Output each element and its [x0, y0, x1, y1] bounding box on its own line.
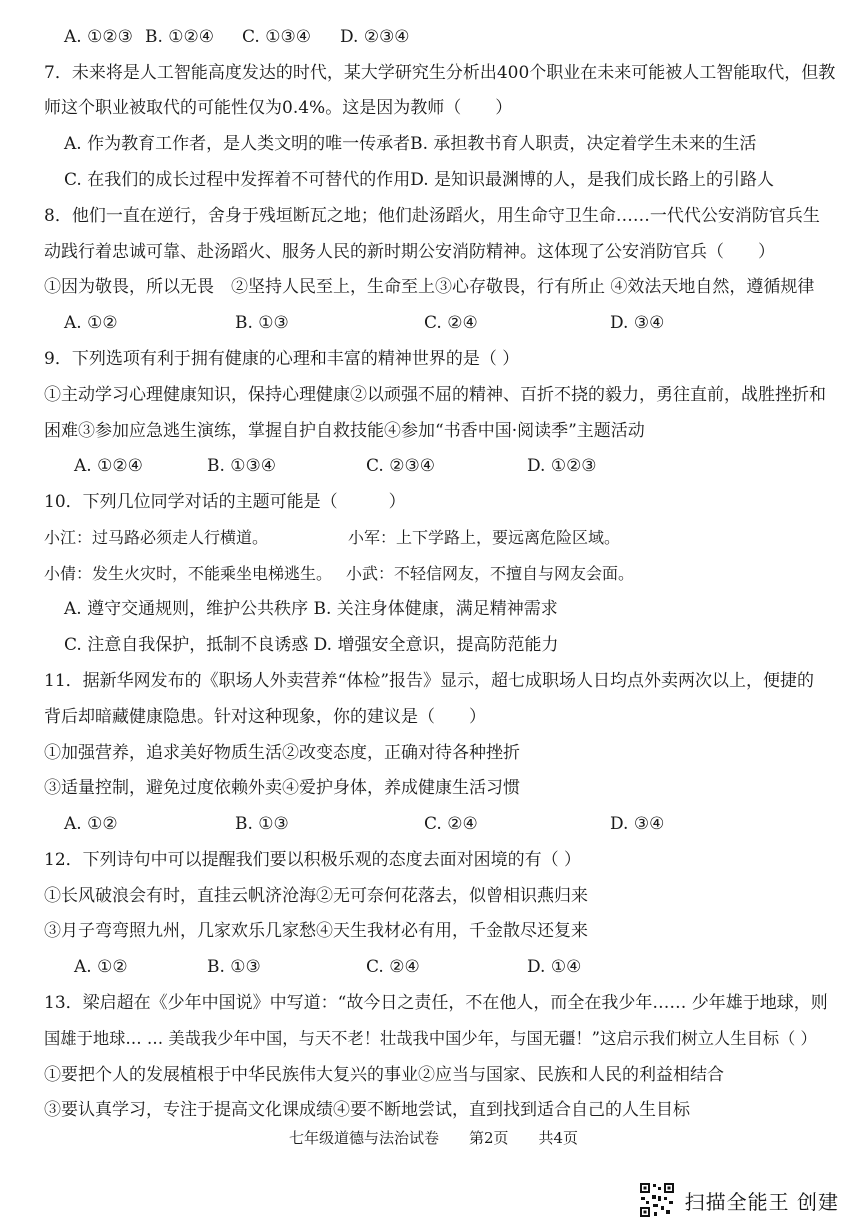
- option-d: D. ①②③: [527, 456, 597, 476]
- option-b: B. ①③④: [207, 456, 277, 476]
- q9-items-2: 困难③参加应急逃生演练，掌握自护自救技能④参加“书香中国·阅读季”主题活动: [44, 421, 645, 441]
- option-b: B. ①③: [235, 313, 289, 333]
- q10-option-line-1: A. 遵守交通规则，维护公共秩序 B. 关注身体健康，满足精神需求: [64, 599, 558, 619]
- option-c: C. ②④: [366, 957, 420, 977]
- option-c: C. ②④: [424, 313, 478, 333]
- option-c: C. ①③④: [242, 27, 311, 47]
- q13-stem-1: 13．梁启超在《少年中国说》中写道：“故今日之责任，不在他人，而全在我少年…… 少年雄于地球，则: [44, 993, 828, 1013]
- q7-option-line-2: C. 在我们的成长过程中发挥着不可替代的作用D. 是知识最渊博的人，是我们成长路上的引路人: [64, 170, 775, 190]
- q10-dialog-2-left: 小倩：发生火灾时，不能乘坐电梯逃生。: [44, 564, 333, 583]
- option-b: B. ①③: [235, 814, 289, 834]
- page-footer: 七年级道德与法治试卷 第2页 共4页: [288, 1129, 579, 1147]
- q11-items-1: ①加强营养，追求美好物质生活②改变态度，正确对待各种挫折: [44, 743, 520, 763]
- q8-stem-2: 动践行着忠诚可靠、赴汤蹈火、服务人民的新时期公安消防精神。这体现了公安消防官兵（ ）: [44, 242, 775, 262]
- q10-dialog-1-left: 小江：过马路必须走人行横道。: [44, 528, 269, 547]
- q7-stem-1: 7．未来将是人工智能高度发达的时代，某大学研究生分析出400个职业在未来可能被人工智能取代，但教: [44, 63, 836, 83]
- q7-stem-2: 师这个职业被取代的可能性仅为0.4%。这是因为教师（ ）: [44, 98, 513, 118]
- q11-items-2: ③适量控制，避免过度依赖外卖④爱护身体，养成健康生活习惯: [44, 778, 520, 798]
- q12-items-2: ③月子弯弯照九州，几家欢乐几家愁④天生我材必有用，千金散尽还复来: [44, 921, 588, 941]
- q10-stem: 10．下列几位同学对话的主题可能是（ ）: [44, 492, 406, 512]
- qr-code-icon: [639, 1182, 675, 1218]
- option-a: A. ①②④: [74, 456, 143, 476]
- q13-items-1: ①要把个人的发展植根于中华民族伟大复兴的事业②应当与国家、民族和人民的利益相结合: [44, 1065, 724, 1085]
- option-a: A. ①②: [64, 814, 118, 834]
- scanner-watermark: [639, 1182, 839, 1218]
- option-a: A. ①②: [64, 313, 118, 333]
- option-a: A. ①②: [74, 957, 128, 977]
- q11-stem-1: 11．据新华网发布的《职场人外卖营养“体检”报告》显示，超七成职场人日均点外卖两次以上，便捷的: [44, 671, 815, 691]
- q13-items-2: ③要认真学习，专注于提高文化课成绩④要不断地尝试，直到找到适合自己的人生目标: [44, 1100, 690, 1120]
- option-d: D. ①④: [527, 957, 582, 977]
- option-d: D. ③④: [610, 313, 665, 333]
- option-b: B. ①②④: [145, 27, 215, 47]
- q12-items-1: ①长风破浪会有时，直挂云帆济沧海②无可奈何花落去，似曾相识燕归来: [44, 886, 588, 906]
- q9-stem: 9．下列选项有利于拥有健康的心理和丰富的精神世界的是（ ）: [44, 349, 520, 369]
- scanner-brand-text: 扫描全能王 创建: [684, 1189, 839, 1214]
- q13-stem-2: 国雄于地球… … 美哉我少年中国，与天不老！壮哉我中国少年，与国无疆！”这启示我们树立人生目标（ ）: [44, 1029, 817, 1048]
- option-d: D. ③④: [610, 814, 665, 834]
- q8-items: ①因为敬畏，所以无畏 ②坚持人民至上，生命至上③心存敬畏，行有所止 ④效法天地自然，遵循规律: [44, 277, 815, 297]
- q11-stem-2: 背后却暗藏健康隐患。针对这种现象，你的建议是（ ）: [44, 707, 486, 727]
- option-d: D. ②③④: [340, 27, 410, 47]
- q10-option-line-2: C. 注意自我保护，抵制不良诱惑 D. 增强安全意识，提高防范能力: [64, 635, 559, 655]
- option-c: C. ②③④: [366, 456, 435, 476]
- q10-dialog-2-right: 小武：不轻信网友，不擅自与网友会面。: [346, 564, 635, 583]
- q12-stem: 12．下列诗句中可以提醒我们要以积极乐观的态度去面对困境的有（ ）: [44, 850, 582, 870]
- option-b: B. ①③: [207, 957, 261, 977]
- q8-stem-1: 8．他们一直在逆行，舍身于残垣断瓦之地；他们赴汤蹈火，用生命守卫生命……一代代公安消防官兵生: [44, 206, 820, 226]
- q7-option-line-1: A. 作为教育工作者，是人类文明的唯一传承者B. 承担教书育人职责，决定着学生未来的生活: [64, 134, 757, 154]
- q10-dialog-1-right: 小军：上下学路上，要远离危险区域。: [348, 528, 621, 547]
- option-a: A. ①②③: [64, 27, 133, 47]
- q9-items-1: ①主动学习心理健康知识，保持心理健康②以顽强不屈的精神、百折不挠的毅力，勇往直前，战胜挫折和: [44, 385, 826, 405]
- option-c: C. ②④: [424, 814, 478, 834]
